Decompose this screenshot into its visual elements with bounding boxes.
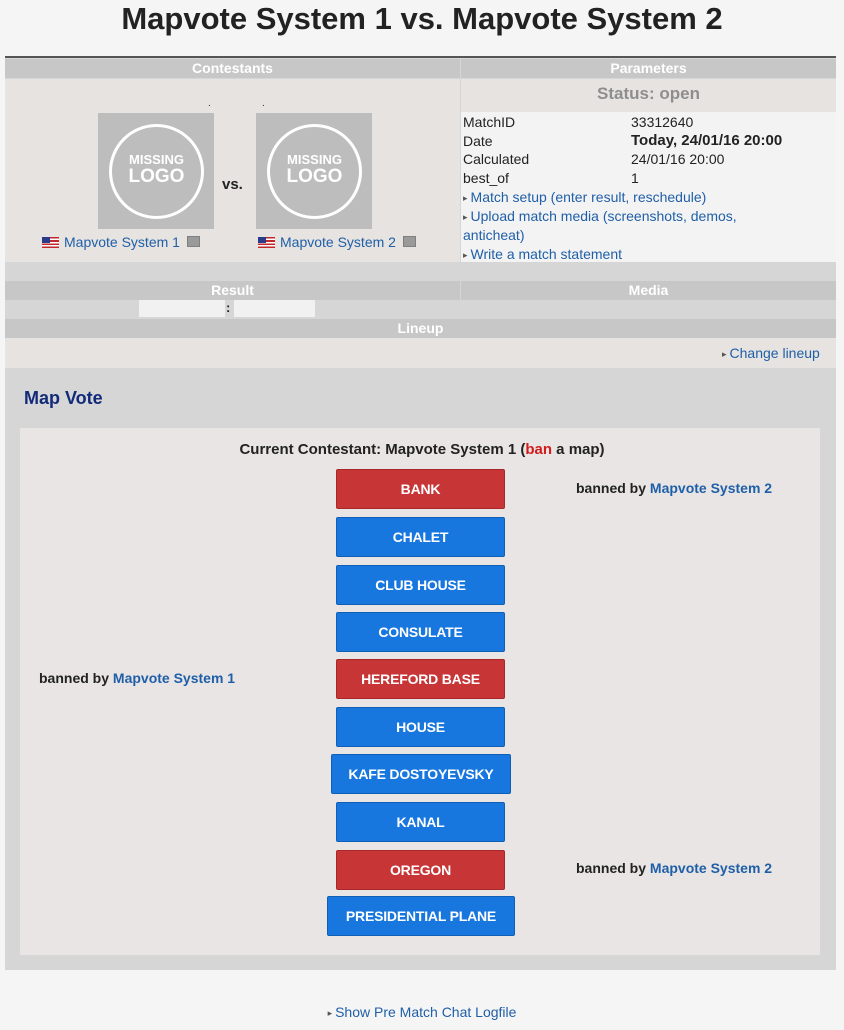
missing-logo-icon <box>109 124 204 219</box>
team2-logo <box>256 113 372 229</box>
message-icon[interactable] <box>403 236 416 247</box>
logo-text: MISSING <box>129 152 184 167</box>
param-value: 33312640 <box>631 114 694 130</box>
team2-name[interactable]: Mapvote System 2 <box>280 234 396 250</box>
lineup-header: Lineup <box>5 319 836 338</box>
match-statement-label[interactable]: Write a match statement <box>470 246 622 262</box>
match-setup-label[interactable]: Match setup (enter result, reschedule) <box>470 189 707 205</box>
team2-link[interactable] <box>258 234 416 250</box>
result-score-team1 <box>139 300 225 317</box>
result-header: Result <box>5 281 460 300</box>
team1-logo <box>98 113 214 229</box>
team1-link[interactable] <box>42 234 200 250</box>
bullet-icon: ▸ <box>463 212 468 222</box>
banned-by-team-link[interactable]: Mapvote System 2 <box>649 480 773 496</box>
param-label: Calculated <box>463 151 530 167</box>
dot: . <box>208 98 211 109</box>
current-prefix: Current Contestant: Mapvote System 1 ( <box>239 441 526 458</box>
map-button-presidential-plane[interactable]: PRESIDENTIAL PLANE <box>327 896 515 936</box>
media-header: Media <box>461 281 836 300</box>
map-button-club-house[interactable]: CLUB HOUSE <box>336 565 505 605</box>
banned-by-label: banned by <box>39 670 110 686</box>
vs-label: vs. <box>222 176 243 193</box>
map-vote-title: Map Vote <box>24 388 103 408</box>
map-button-hereford-base[interactable]: HEREFORD BASE <box>336 659 505 699</box>
logo-text: LOGO <box>128 166 185 187</box>
upload-media-link-cont[interactable]: anticheat) <box>463 227 525 243</box>
banned-by-label: banned by <box>576 860 647 876</box>
param-label: MatchID <box>463 114 516 130</box>
banned-note-hereford-base <box>39 670 235 686</box>
param-label: best_of <box>463 170 509 186</box>
upload-media-label[interactable]: Upload match media (screenshots, demos, <box>470 208 737 224</box>
banned-by-team-link[interactable]: Mapvote System 2 <box>649 860 773 876</box>
message-icon[interactable] <box>187 236 200 247</box>
map-button-consulate[interactable]: CONSULATE <box>336 612 505 652</box>
chat-logfile-label[interactable]: Show Pre Match Chat Logfile <box>335 1004 517 1020</box>
banned-note-oregon <box>576 860 772 876</box>
dot: . <box>262 98 265 109</box>
parameters-header: Parameters <box>461 59 836 78</box>
param-value: Today, 24/01/16 20:00 <box>631 132 783 149</box>
team1-name[interactable]: Mapvote System 1 <box>64 234 180 250</box>
map-button-kanal[interactable]: KANAL <box>336 802 505 842</box>
chat-logfile-link[interactable] <box>328 1004 517 1020</box>
logo-text: LOGO <box>286 166 343 187</box>
result-score-team2 <box>234 300 315 317</box>
map-button-bank[interactable]: BANK <box>336 469 505 509</box>
match-statement-link[interactable] <box>463 246 622 262</box>
chat-log-row <box>0 1004 844 1020</box>
bullet-icon: ▸ <box>722 349 727 359</box>
change-lineup-label[interactable]: Change lineup <box>729 345 820 361</box>
ban-keyword: ban <box>525 441 553 458</box>
change-lineup-link[interactable] <box>722 345 820 361</box>
param-value: 24/01/16 20:00 <box>631 151 725 167</box>
banned-by-team-link[interactable]: Mapvote System 1 <box>112 670 236 686</box>
bullet-icon: ▸ <box>327 1008 333 1018</box>
contestants-header: Contestants <box>5 59 460 78</box>
map-button-house[interactable]: HOUSE <box>336 707 505 747</box>
param-label: Date <box>463 133 493 149</box>
map-button-oregon[interactable]: OREGON <box>336 850 505 890</box>
upload-media-link[interactable] <box>463 208 737 224</box>
current-contestant <box>0 441 844 458</box>
current-suffix: a map) <box>552 441 605 458</box>
us-flag-icon <box>258 237 275 248</box>
bullet-icon: ▸ <box>463 193 468 203</box>
lineup-area <box>5 338 836 368</box>
result-separator: : <box>226 300 231 315</box>
match-setup-link[interactable] <box>463 189 706 205</box>
us-flag-icon <box>42 237 59 248</box>
status-label: Status: open <box>597 84 700 103</box>
map-button-kafe-dostoyevsky[interactable]: KAFE DOSTOYEVSKY <box>331 754 511 794</box>
page-title: Mapvote System 1 vs. Mapvote System 2 <box>121 1 723 36</box>
divider <box>5 56 836 58</box>
map-button-chalet[interactable]: CHALET <box>336 517 505 557</box>
banned-by-label: banned by <box>576 480 647 496</box>
param-value: 1 <box>631 170 639 186</box>
missing-logo-icon <box>267 124 362 219</box>
banned-note-bank <box>576 480 772 496</box>
logo-text: MISSING <box>287 152 342 167</box>
bullet-icon: ▸ <box>463 250 468 260</box>
